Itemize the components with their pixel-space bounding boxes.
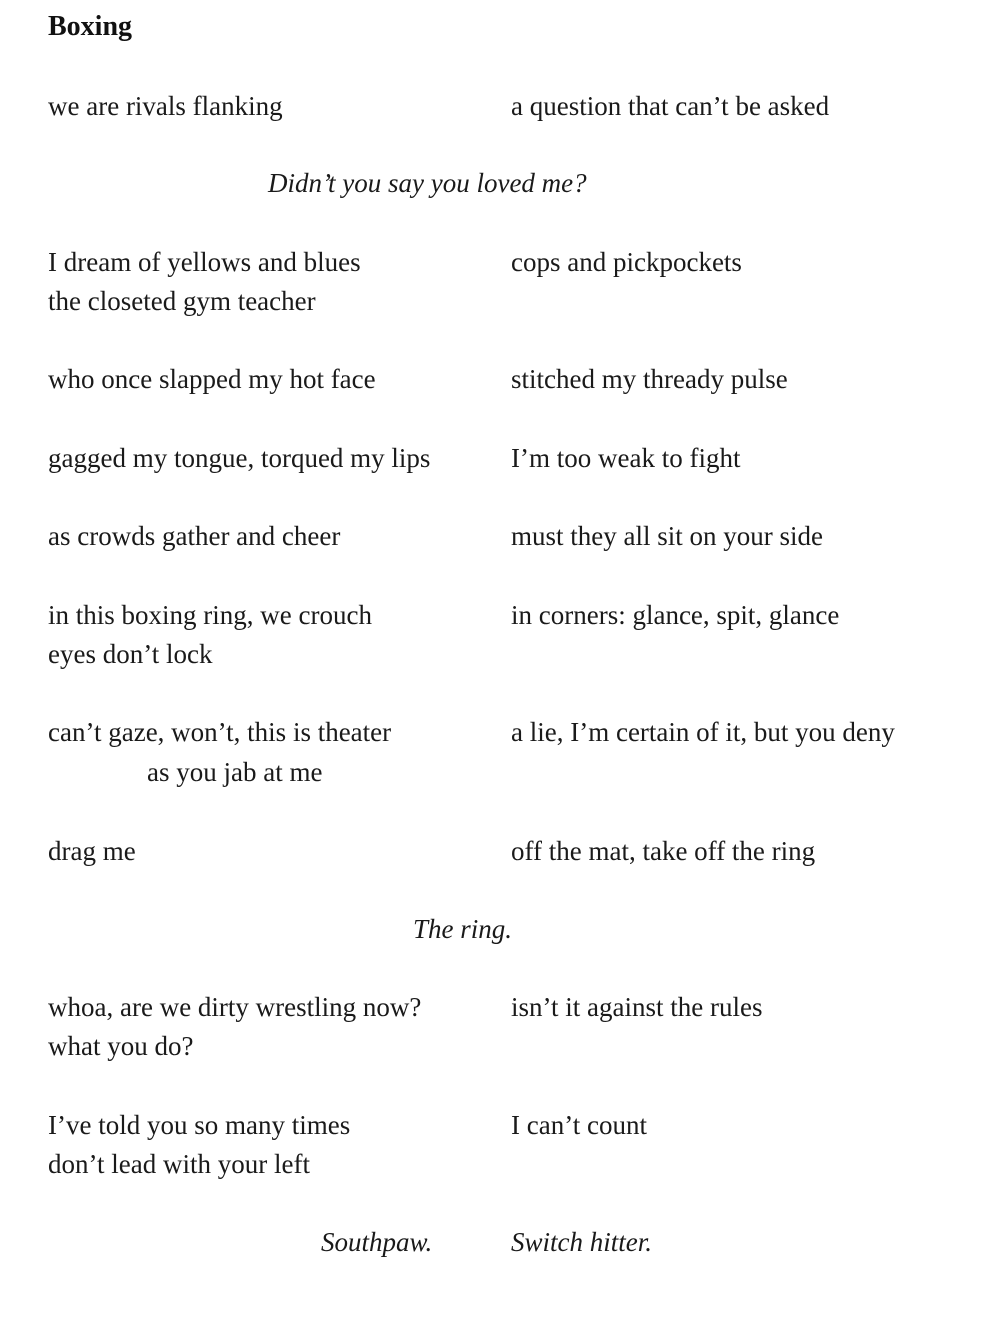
poem-refrain: Didn’t you say you loved me?	[268, 168, 587, 198]
poem-line: who once slapped my hot face	[48, 364, 376, 394]
poem-line: what you do?	[48, 1031, 194, 1061]
poem-line: must they all sit on your side	[511, 521, 823, 551]
poem-line: I’ve told you so many times	[48, 1110, 351, 1140]
poem-refrain: The ring.	[413, 914, 513, 944]
poem-closing-right: Switch hitter.	[511, 1227, 652, 1257]
poem-line: as crowds gather and cheer	[48, 521, 341, 551]
poem-line: cops and pickpockets	[511, 247, 742, 277]
poem-line: off the mat, take off the ring	[511, 836, 816, 866]
poem-line: I dream of yellows and blues	[48, 247, 361, 277]
poem-line: the closeted gym teacher	[48, 286, 316, 316]
poem-line: eyes don’t lock	[48, 639, 213, 669]
poem-title: Boxing	[48, 11, 133, 42]
poem-line: isn’t it against the rules	[511, 992, 763, 1022]
poem-closing-left: Southpaw.	[321, 1227, 433, 1257]
poem-line: a lie, I’m certain of it, but you deny	[511, 717, 895, 747]
poem-line: we are rivals flanking	[48, 91, 283, 121]
poem-line: I’m too weak to fight	[511, 443, 741, 473]
poem-line: whoa, are we dirty wrestling now?	[48, 992, 422, 1022]
poem-line: stitched my thready pulse	[511, 364, 788, 394]
poem-line: gagged my tongue, torqued my lips	[48, 443, 431, 473]
poem-line: in corners: glance, spit, glance	[511, 600, 840, 630]
poem-line: drag me	[48, 836, 136, 866]
poem-line: don’t lead with your left	[48, 1149, 310, 1179]
poem-line: in this boxing ring, we crouch	[48, 600, 372, 630]
poem-line: I can’t count	[511, 1110, 647, 1140]
poem-line: as you jab at me	[147, 757, 323, 787]
poem-line: a question that can’t be asked	[511, 91, 830, 121]
poem-line: can’t gaze, won’t, this is theater	[48, 717, 392, 747]
